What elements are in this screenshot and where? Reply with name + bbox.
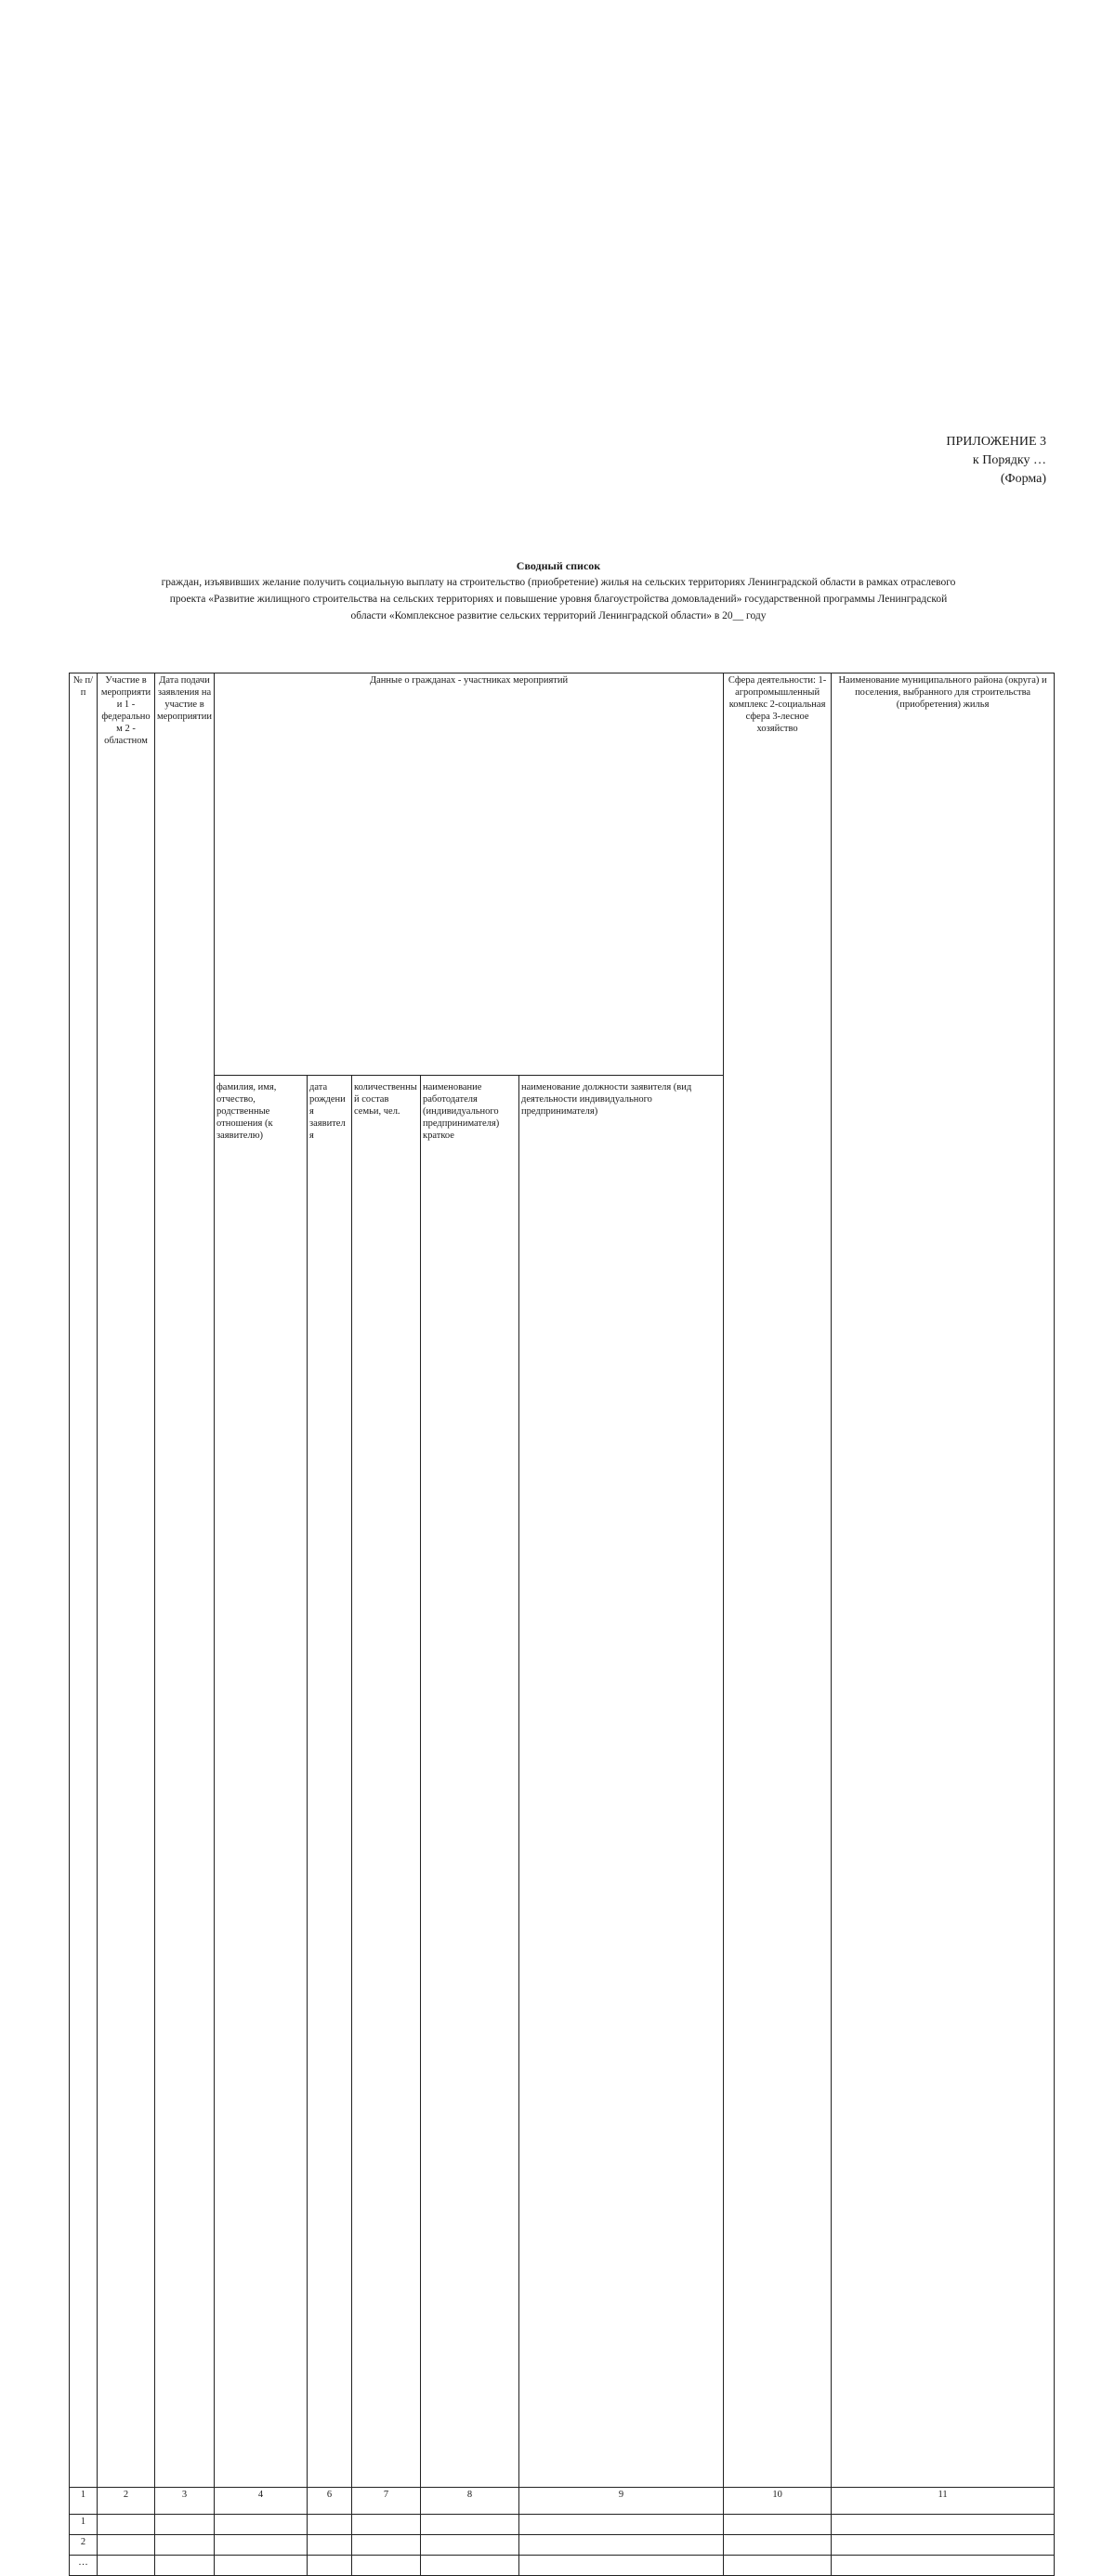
table-row xyxy=(70,2556,1055,2576)
subheader-position: наименование должности заявителя (вид деятельности индивидуального предпринимателя) xyxy=(519,1075,724,2487)
column-number: 10 xyxy=(724,2488,832,2515)
column-number-row xyxy=(70,2488,1055,2515)
table-row xyxy=(70,2515,1055,2535)
summary-table xyxy=(69,673,1055,2576)
document-subtitle-line-1: граждан, изъявивших желание получить социальную выплату на строительство (приобретение) жилья на сельских территориях Ленинградской области в рамках отраслевого xyxy=(161,577,956,588)
header-municipality: Наименование муниципального района (округа) и поселения, выбранного для строительства (приобретения) жилья xyxy=(832,673,1055,2488)
column-number: 11 xyxy=(832,2488,1055,2515)
header-participation: Участие в мероприятии 1 - федеральном 2 - областном xyxy=(98,673,155,2488)
table-row xyxy=(70,2535,1055,2556)
appendix-label xyxy=(946,433,1046,489)
header-citizens-data: Данные о гражданах - участниках мероприятий xyxy=(215,673,724,1076)
appendix-form-label: (Форма) xyxy=(1000,472,1046,486)
header-activity-sphere: Сфера деятельности: 1- агропромышленный комплекс 2-социальная сфера 3-лесное хозяйство xyxy=(724,673,832,2488)
column-number: 1 xyxy=(70,2488,98,2515)
header-num: № п/п xyxy=(70,673,98,2488)
subheader-family-size: количественный состав семьи, чел. xyxy=(352,1075,421,2487)
header-row-1 xyxy=(70,673,1055,1076)
header-application-date: Дата подачи заявления на участие в мероприятии xyxy=(155,673,215,2488)
row-number: 1 xyxy=(70,2515,98,2535)
column-number: 7 xyxy=(352,2488,421,2515)
document-subtitle-line-2: проекта «Развитие жилищного строительства на сельских территориях и повышение уровня благоустройства домовладений» государственной программы Ленинградской xyxy=(169,594,948,605)
row-number: … xyxy=(70,2556,98,2576)
appendix-reference: к Порядку … xyxy=(972,453,1046,467)
column-number: 3 xyxy=(155,2488,215,2515)
document-title: Сводный список xyxy=(516,559,601,572)
row-number: 2 xyxy=(70,2535,98,2556)
column-number: 6 xyxy=(308,2488,352,2515)
subheader-full-name: фамилия, имя, отчество, родственные отношения (к заявителю) xyxy=(215,1075,308,2487)
appendix-number: ПРИЛОЖЕНИЕ 3 xyxy=(946,435,1046,449)
document-subtitle-line-3: области «Комплексное развитие сельских территорий Ленинградской области» в 20__ году xyxy=(350,610,767,621)
column-number: 8 xyxy=(421,2488,519,2515)
column-number: 4 xyxy=(215,2488,308,2515)
subheader-birth-date: дата рождения заявителя xyxy=(308,1075,352,2487)
subheader-employer: наименование работодателя (индивидуального предпринимателя) краткое xyxy=(421,1075,519,2487)
document-title-block xyxy=(67,557,1050,624)
column-number: 9 xyxy=(519,2488,724,2515)
column-number: 2 xyxy=(98,2488,155,2515)
